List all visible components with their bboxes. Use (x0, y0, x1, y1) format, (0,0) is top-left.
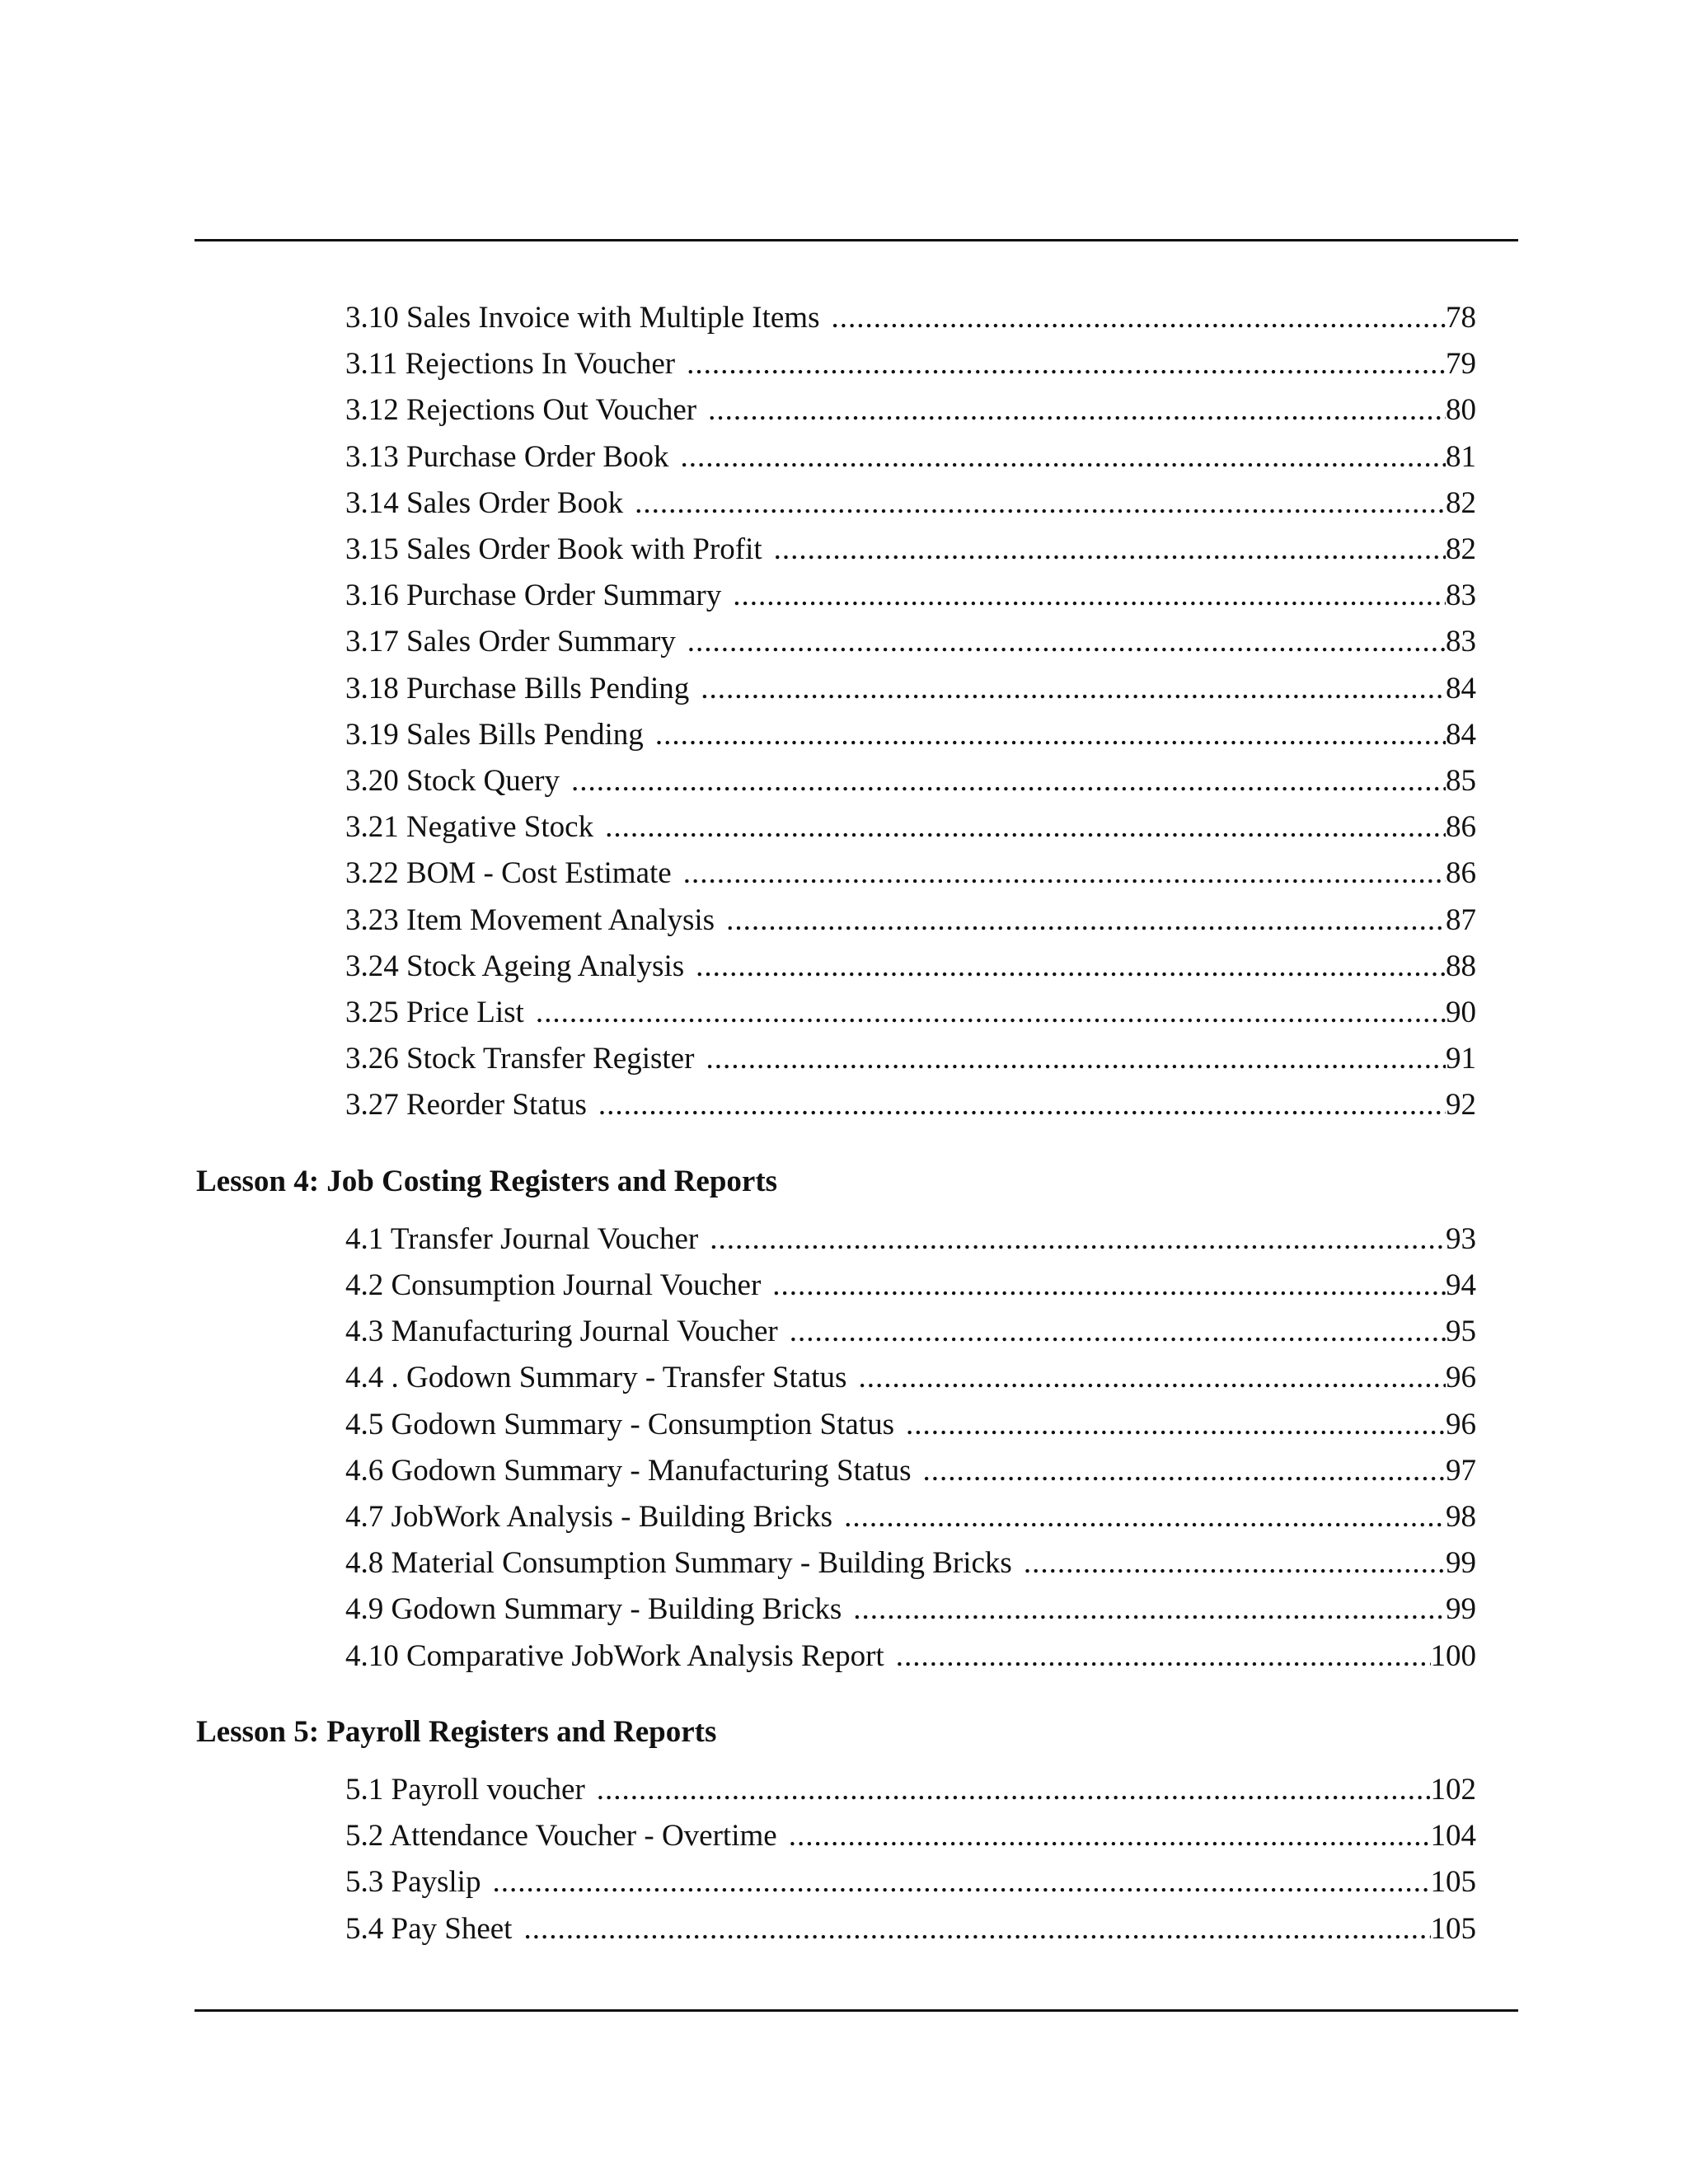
toc-entry-page-number: 88 (1446, 949, 1476, 983)
toc-entry[interactable] (345, 948, 1476, 986)
dot-leader (635, 485, 1446, 523)
toc-entry-page-number: 82 (1446, 532, 1476, 566)
toc-entry-page-number: 95 (1446, 1315, 1476, 1349)
toc-entry-title: 3.27 Reorder Status (345, 1088, 587, 1122)
toc-entry[interactable] (345, 1591, 1476, 1629)
toc-entry-page-number: 99 (1446, 1592, 1476, 1627)
toc-entry-page-number: 100 (1430, 1638, 1476, 1673)
toc-entry-page-number: 80 (1446, 393, 1476, 428)
toc-entry-page-number: 78 (1446, 301, 1476, 335)
dot-leader (831, 299, 1446, 337)
toc-entry-page-number: 96 (1446, 1361, 1476, 1395)
toc-entry-page-number: 84 (1446, 671, 1476, 705)
dot-leader (687, 623, 1446, 661)
dot-leader (523, 1910, 1430, 1948)
toc-entry-title: 3.19 Sales Bills Pending (345, 717, 644, 752)
dot-leader (708, 391, 1446, 429)
toc-entry-title: 5.1 Payroll voucher (345, 1773, 585, 1807)
toc-entry-title: 3.20 Stock Query (345, 764, 560, 798)
toc-entry[interactable] (345, 1221, 1476, 1258)
toc-entry[interactable] (345, 1498, 1476, 1536)
toc-entry-title: 5.4 Pay Sheet (345, 1911, 513, 1946)
toc-entry[interactable] (345, 716, 1476, 754)
toc-entry[interactable] (345, 531, 1476, 569)
toc-entry[interactable] (345, 1544, 1476, 1582)
toc-entry-page-number: 94 (1446, 1268, 1476, 1302)
toc-entry-title: 3.25 Price List (345, 996, 524, 1029)
toc-entry[interactable] (345, 1863, 1476, 1901)
toc-entry[interactable] (345, 1638, 1476, 1675)
toc-entry-page-number: 98 (1446, 1500, 1476, 1534)
toc-entry[interactable] (345, 1359, 1476, 1397)
dot-leader (789, 1817, 1431, 1855)
bottom-rule (195, 2009, 1518, 2012)
toc-entry[interactable] (345, 1910, 1476, 1948)
toc-entry[interactable] (345, 345, 1476, 383)
toc-entry-page-number: 104 (1430, 1819, 1476, 1854)
toc-entry[interactable] (345, 1452, 1476, 1490)
toc-entry-title: 3.12 Rejections Out Voucher (345, 393, 697, 428)
dot-leader (1024, 1544, 1446, 1582)
toc-entry-page-number: 87 (1446, 902, 1476, 937)
toc-entry-title: 5.3 Payslip (345, 1865, 481, 1900)
toc-entry-page-number: 102 (1430, 1773, 1476, 1807)
toc-entry-title: 3.10 Sales Invoice with Multiple Items (345, 301, 820, 335)
toc-entry-page-number: 81 (1446, 439, 1476, 474)
toc-entry-title: 3.16 Purchase Order Summary (345, 579, 722, 613)
toc-entry[interactable] (345, 1817, 1476, 1855)
toc-entry[interactable] (345, 1771, 1476, 1809)
dot-leader (844, 1498, 1446, 1536)
dot-leader (605, 808, 1446, 846)
dot-leader (774, 531, 1446, 569)
toc-entry-title: 4.4 . Godown Summary - Transfer Status (345, 1361, 847, 1395)
toc-entry[interactable] (345, 1406, 1476, 1444)
toc-entry-title: 4.3 Manufacturing Journal Voucher (345, 1315, 778, 1349)
dot-leader (772, 1267, 1446, 1305)
toc-entry-page-number: 105 (1430, 1911, 1476, 1946)
toc-entry[interactable] (345, 855, 1476, 893)
dot-leader (896, 1638, 1431, 1675)
toc-entry-title: 4.5 Godown Summary - Consumption Status (345, 1407, 895, 1441)
toc-entry[interactable] (345, 1313, 1476, 1351)
toc-entry[interactable] (345, 762, 1476, 800)
toc-entry-page-number: 79 (1446, 347, 1476, 382)
toc-entry-title: 4.8 Material Consumption Summary - Building Bricks (345, 1546, 1012, 1581)
dot-leader (696, 948, 1446, 986)
toc-entry-page-number: 99 (1446, 1546, 1476, 1581)
toc-entry-page-number: 91 (1446, 1042, 1476, 1076)
toc-entry-page-number: 84 (1446, 717, 1476, 752)
toc-entry[interactable] (345, 1040, 1476, 1078)
toc-entry-title: 3.22 BOM - Cost Estimate (345, 856, 672, 891)
toc-entry-title: 3.26 Stock Transfer Register (345, 1042, 695, 1076)
toc-entry[interactable] (345, 670, 1476, 708)
dot-leader (726, 902, 1446, 940)
dot-leader (706, 1040, 1446, 1078)
toc-entry[interactable] (345, 1086, 1476, 1124)
toc-entry[interactable] (345, 391, 1476, 429)
toc-entry[interactable] (345, 1267, 1476, 1305)
toc-entry[interactable] (345, 577, 1476, 615)
toc-entry-page-number: 90 (1446, 996, 1476, 1029)
toc-entry-page-number: 83 (1446, 625, 1476, 659)
toc-entry-page-number: 105 (1430, 1865, 1476, 1900)
toc-entry-title: 3.21 Negative Stock (345, 810, 594, 845)
toc-entry-title: 3.14 Sales Order Book (345, 485, 624, 520)
toc-entry-page-number: 82 (1446, 485, 1476, 520)
dot-leader (597, 1771, 1431, 1809)
toc-entry-page-number: 83 (1446, 579, 1476, 613)
toc-entry-page-number: 86 (1446, 810, 1476, 845)
dot-leader (853, 1591, 1446, 1629)
toc-entry-page-number: 86 (1446, 856, 1476, 891)
toc-entry-title: 3.13 Purchase Order Book (345, 439, 669, 474)
dot-leader (858, 1359, 1446, 1397)
dot-leader (492, 1863, 1430, 1901)
toc-entry[interactable] (345, 994, 1476, 1032)
toc-entry-title: 3.24 Stock Ageing Analysis (345, 949, 685, 983)
toc-entry-page-number: 92 (1446, 1088, 1476, 1122)
toc-entry-title: 4.6 Godown Summary - Manufacturing Status (345, 1453, 912, 1488)
dot-leader (681, 438, 1446, 476)
dot-leader (710, 1221, 1446, 1258)
lesson-heading: Lesson 4: Job Costing Registers and Reports (196, 1164, 778, 1198)
toc-entry[interactable] (345, 623, 1476, 661)
dot-leader (571, 762, 1446, 800)
toc-entry-title: 3.18 Purchase Bills Pending (345, 671, 690, 705)
toc-entry[interactable] (345, 808, 1476, 846)
lesson-heading: Lesson 5: Payroll Registers and Reports (196, 1714, 717, 1749)
toc-entry-title: 3.23 Item Movement Analysis (345, 902, 715, 937)
toc-entry-title: 4.7 JobWork Analysis - Building Bricks (345, 1500, 833, 1534)
toc-entry-title: 4.2 Consumption Journal Voucher (345, 1268, 762, 1302)
dot-leader (687, 345, 1446, 383)
dot-leader (922, 1452, 1446, 1490)
dot-leader (733, 577, 1446, 615)
toc-entry[interactable] (345, 902, 1476, 940)
dot-leader (536, 994, 1446, 1032)
toc-entry-title: 3.17 Sales Order Summary (345, 625, 676, 659)
toc-entry-page-number: 96 (1446, 1407, 1476, 1441)
top-rule (195, 239, 1518, 241)
toc-entry-page-number: 93 (1446, 1221, 1476, 1256)
toc-entry[interactable] (345, 299, 1476, 337)
dot-leader (655, 716, 1446, 754)
dot-leader (790, 1313, 1446, 1351)
toc-entry-title: 4.1 Transfer Journal Voucher (345, 1221, 699, 1256)
dot-leader (598, 1086, 1446, 1124)
toc-entry-page-number: 97 (1446, 1453, 1476, 1488)
dot-leader (683, 855, 1446, 893)
toc-entry-title: 4.9 Godown Summary - Building Bricks (345, 1592, 842, 1627)
toc-entry-title: 3.11 Rejections In Voucher (345, 347, 676, 382)
toc-entry[interactable] (345, 438, 1476, 476)
toc-entry-title: 4.10 Comparative JobWork Analysis Report (345, 1638, 884, 1673)
dot-leader (701, 670, 1446, 708)
toc-entry[interactable] (345, 485, 1476, 523)
toc-entry-page-number: 85 (1446, 764, 1476, 798)
toc-entry-title: 3.15 Sales Order Book with Profit (345, 532, 762, 566)
dot-leader (906, 1406, 1446, 1444)
toc-entry-title: 5.2 Attendance Voucher - Overtime (345, 1819, 777, 1854)
